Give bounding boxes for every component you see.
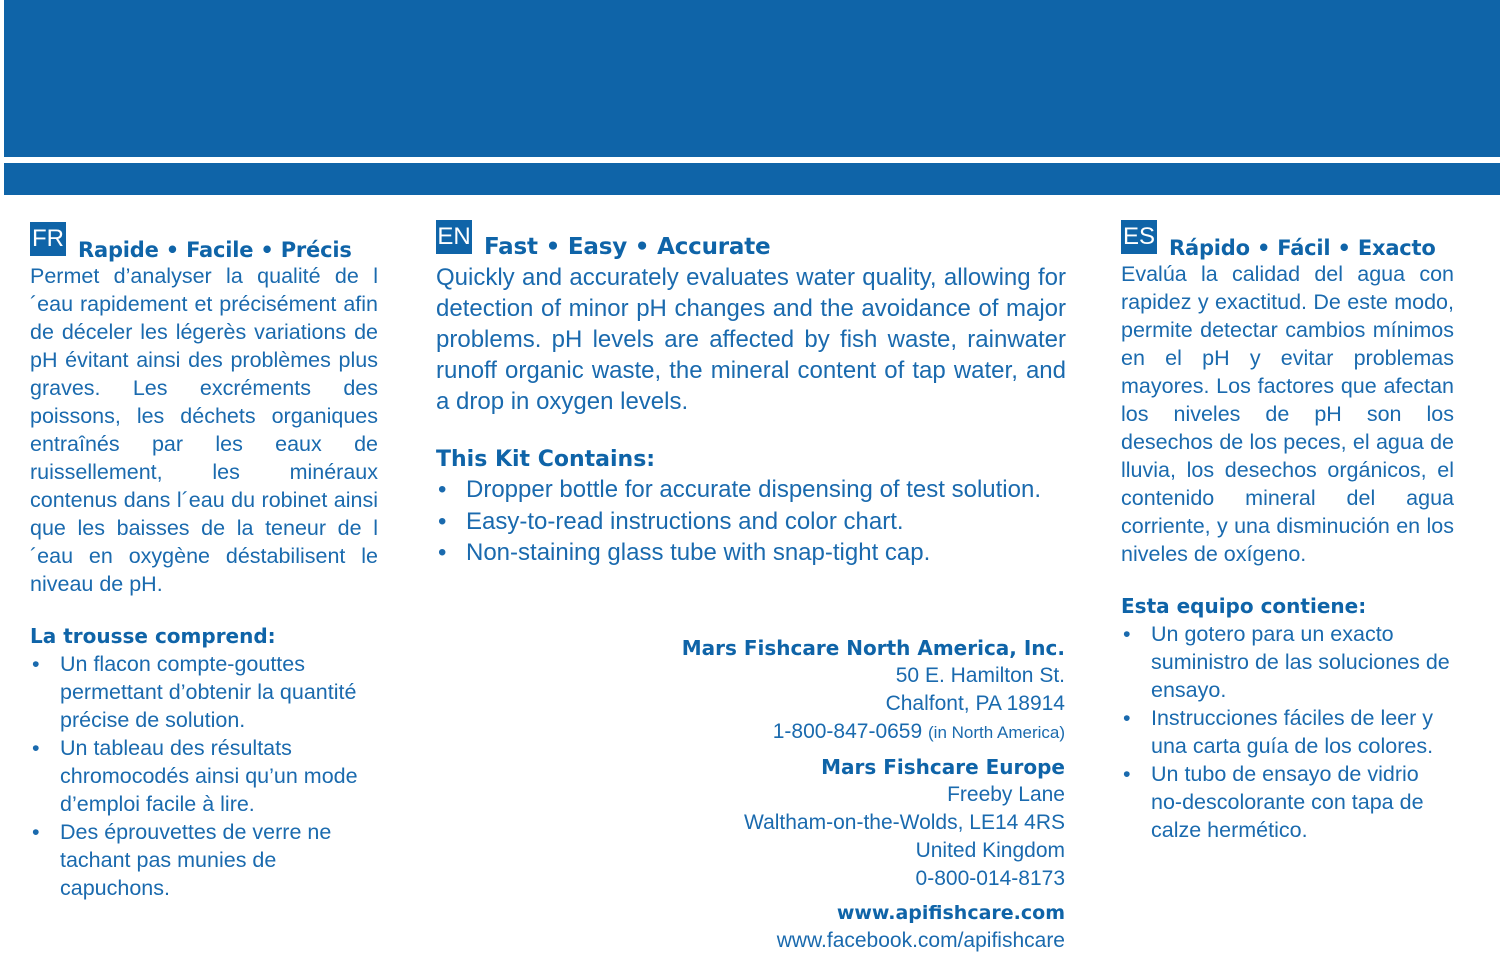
en-heading bbox=[436, 210, 1066, 260]
list-item: • Non-staining glass tube with snap-tight cap. bbox=[436, 537, 1066, 569]
header-band bbox=[4, 0, 1500, 157]
na-company-name: Mars Fishcare North America, Inc. bbox=[681, 636, 1065, 660]
en-headline: Fast • Easy • Accurate bbox=[484, 234, 771, 260]
es-heading bbox=[1121, 210, 1454, 260]
french-column bbox=[30, 210, 378, 902]
list-item: • Instrucciones fáciles de leer y una carta guía de los colores. bbox=[1121, 704, 1454, 760]
eu-street: Freeby Lane bbox=[947, 783, 1065, 806]
na-phone: 1-800-847-0659 bbox=[772, 720, 923, 743]
english-column bbox=[436, 210, 1066, 569]
list-item: • Des éprouvettes de verre ne tachant pas munies de capuchons. bbox=[30, 818, 378, 902]
es-description: Evalúa la calidad del agua con rapidez y exactitud. De este modo, permite detectar cambios mínimos en el pH y evitar problemas mayores. Los factores que afectan los niveles de pH son los desechos de los peces, el agua de lluvia, los desechos orgánicos, el contenido mineral del agua corriente, y una disminución en los niveles de oxígeno. bbox=[1121, 262, 1454, 566]
facebook-link[interactable]: www.facebook.com/apifishcare bbox=[776, 929, 1065, 952]
eu-city: Waltham-on-the-Wolds, LE14 4RS bbox=[744, 811, 1065, 834]
fr-heading bbox=[30, 210, 378, 262]
fr-language-badge: FR bbox=[30, 222, 66, 256]
contact-block bbox=[640, 634, 1065, 955]
fr-contents-title: La trousse comprend: bbox=[30, 624, 276, 648]
eu-company-name: Mars Fishcare Europe bbox=[821, 755, 1065, 779]
eu-country: United Kingdom bbox=[915, 839, 1065, 862]
list-item: • Un gotero para un exacto suministro de las soluciones de ensayo. bbox=[1121, 620, 1454, 704]
list-item: • Un tubo de ensayo de vidrio no-descolorante con tapa de calze hermético. bbox=[1121, 760, 1454, 844]
es-language-badge: ES bbox=[1121, 220, 1157, 254]
en-contents-title: This Kit Contains: bbox=[436, 447, 656, 472]
fr-contents-list bbox=[30, 650, 378, 902]
header-stripe bbox=[4, 163, 1500, 195]
list-item: • Dropper bottle for accurate dispensing of test solution. bbox=[436, 474, 1066, 506]
es-headline: Rápido • Fácil • Exacto bbox=[1169, 236, 1436, 260]
es-contents-title: Esta equipo contiene: bbox=[1121, 594, 1367, 618]
eu-phone: 0-800-014-8173 bbox=[915, 867, 1065, 890]
es-contents-list bbox=[1121, 620, 1454, 844]
na-street: 50 E. Hamilton St. bbox=[895, 664, 1065, 687]
na-phone-line bbox=[640, 718, 1065, 747]
fr-description: Permet d’analyser la qualité de l´eau rapidement et précisément afin de déceler les légerès variations de pH évitant ainsi des problèmes plus graves. Les excréments des poissons, les déchets organiques entraînés par les eaux de ruissellement, les minéraux contenus dans l´eau du robinet ainsi que les baisses de la teneur de l´eau en oxygène déstabilisent le niveau de pH. bbox=[30, 264, 378, 596]
list-item: • Un flacon compte-gouttes permettant d’obtenir la quantité précise de solution. bbox=[30, 650, 378, 734]
na-phone-note: (in North America) bbox=[928, 723, 1065, 742]
en-contents-list bbox=[436, 474, 1066, 569]
spanish-column bbox=[1121, 210, 1454, 844]
list-item: • Easy-to-read instructions and color chart. bbox=[436, 506, 1066, 538]
list-item: • Un tableau des résultats chromocodés ainsi qu’un mode d’emploi facile à lire. bbox=[30, 734, 378, 818]
en-description: Quickly and accurately evaluates water quality, allowing for detection of minor pH changes and the avoidance of major problems. pH levels are affected by fish waste, rainwater runoff organic waste, the mineral content of tap water, and a drop in oxygen levels. bbox=[436, 264, 1066, 415]
na-city: Chalfont, PA 18914 bbox=[885, 692, 1065, 715]
en-language-badge: EN bbox=[436, 220, 472, 254]
website-link[interactable]: www.apifishcare.com bbox=[836, 902, 1065, 924]
fr-headline: Rapide • Facile • Précis bbox=[78, 238, 352, 262]
